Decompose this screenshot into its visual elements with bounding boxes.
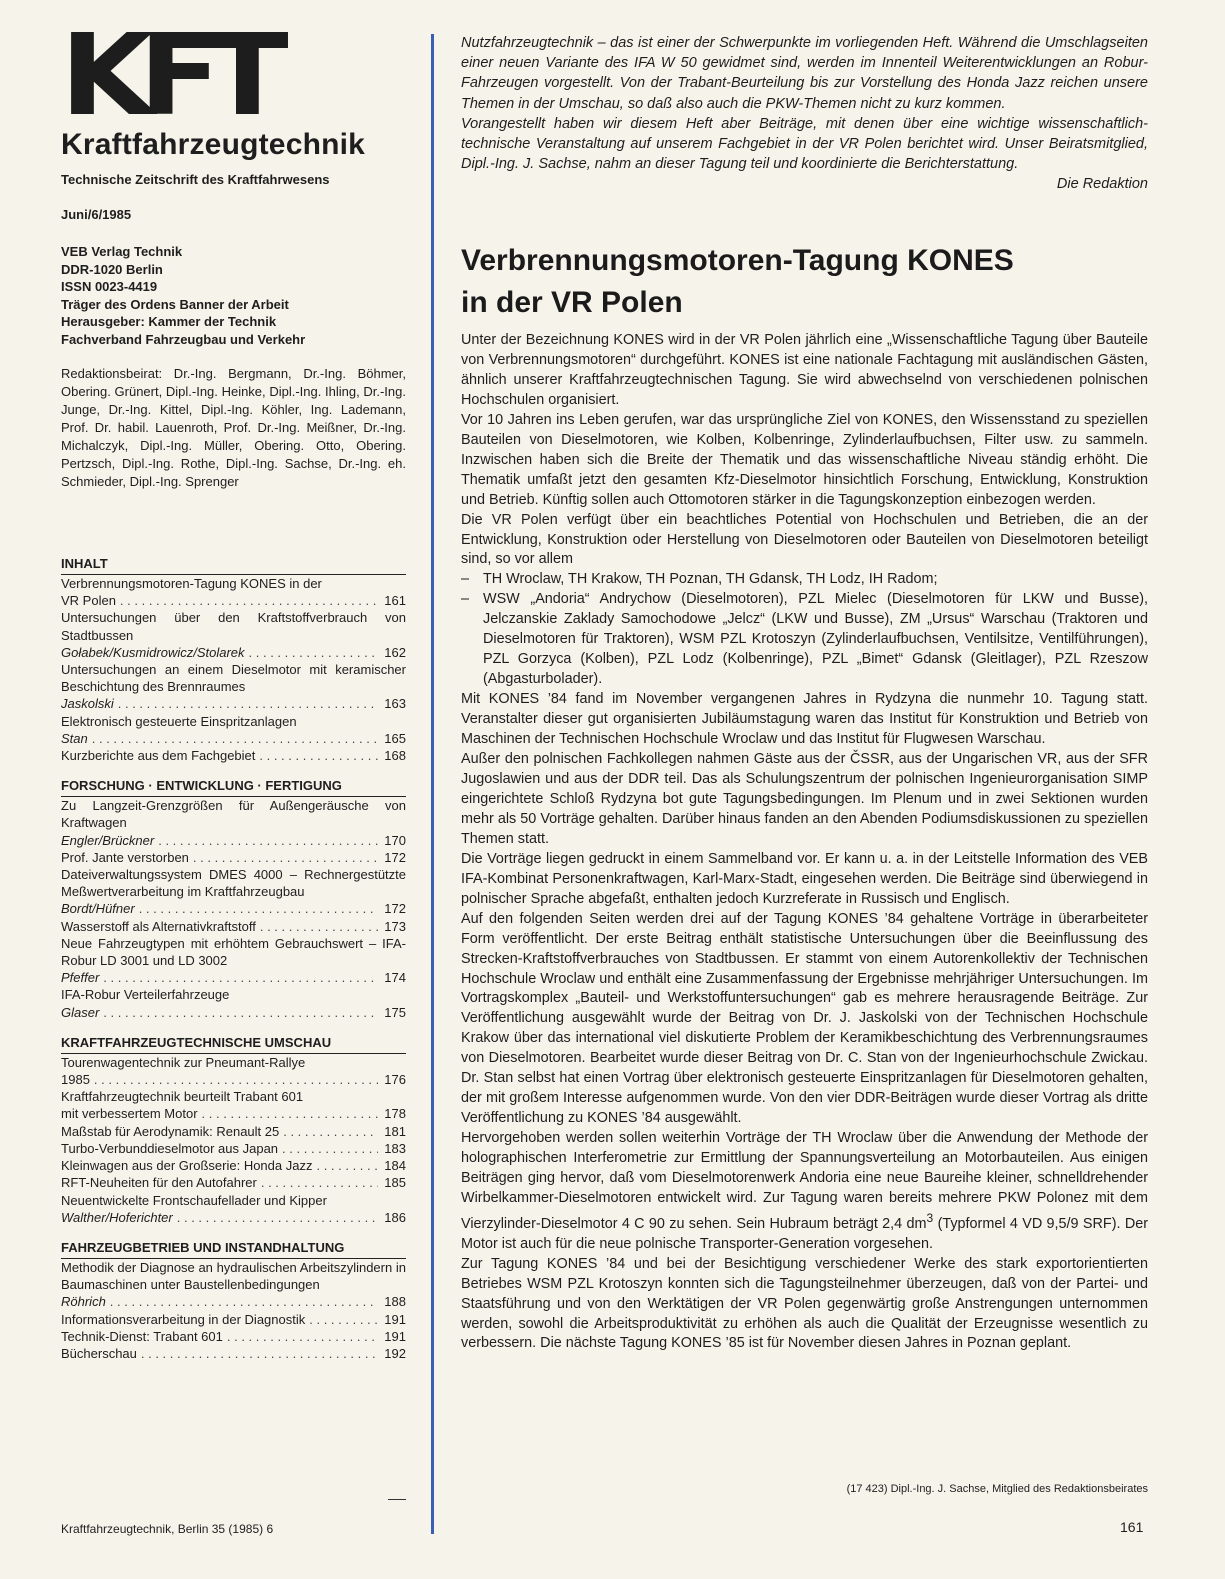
toc-entry-title: Untersuchungen an einem Dieselmotor mit keramischer Beschichtung des Brennraumes [61, 662, 406, 695]
page-number: 161 [1120, 1519, 1144, 1535]
toc-entry-title: Dateiverwaltungssystem DMES 4000 – Rechnergestützte Meßwertverarbeitung im Kraftfahrzeugbau [61, 867, 406, 900]
table-of-contents [61, 556, 406, 1362]
section-gap [61, 764, 406, 778]
article-body [461, 331, 1148, 1354]
leader-dots [202, 1105, 378, 1122]
toc-page-number: 191 [384, 1311, 406, 1327]
toc-section-heading: FAHRZEUGBETRIEB UND INSTANDHALTUNG [61, 1240, 406, 1259]
toc-entry-title: Neuentwickelte Frontschaufellader und Kipper [61, 1192, 327, 1208]
toc-entry[interactable] [61, 661, 406, 713]
article-paragraph: Die Vorträge liegen gedruckt in einem Sammelband vor. Er kann u. a. in der Leitstelle Information des VEB IFA-Kombinat Personenkraftwagen, Karl-Marx-Stadt, eingesehen werden. Die Beiträge sind überwiegend in polnischer Sprache abgefaßt, enthalten jedoch Kurzreferate in Russisch und Englisch. [461, 850, 1148, 907]
toc-entry-label: Informationsverarbeitung in der Diagnostik [61, 1311, 306, 1327]
publisher-line: ISSN 0023-4419 [61, 279, 158, 294]
leader-dots [139, 900, 378, 917]
article-paragraph: Zur Tagung KONES ’84 und bei der Besichtigung verschiedener Werke des stark exportorientierten Betriebes WSM PZL Krotoszyn konnten sich die Tagungsteilnehmer überzeugen, daß von der Partei- und Staatsführung und von den Werktätigen der VR Polen gegenwärtig große Anstrengungen unternommen werden, sowohl die Arbeitsproduktivität zu erhöhen als auch die Qualität der Erzeugnisse wesentlich zu verbessern. Die nächste Tagung KONES ’85 ist für November diesen Jahres in Poznan geplant. [461, 1255, 1148, 1352]
editorial-intro [461, 33, 1148, 195]
leader-dots [103, 969, 378, 986]
article-paragraph: Unter der Bezeichnung KONES wird in der VR Polen jährlich eine „Wissenschaftliche Tagung über Bauteile von Verbrennungsmotoren“ durchgeführt. KONES ist eine nationale Fachtagung mit ausländischen Gästen, ähnlich unserer Kraftfahrzeugtechnischen Tagung. Sie wird abwechselnd von verschiedenen polnischen Hochschulen organisiert. [461, 332, 1148, 408]
toc-entry-row [61, 1004, 406, 1021]
toc-entry-author: Jaskolski [61, 696, 114, 712]
toc-page-number: 192 [384, 1345, 406, 1361]
toc-entry-title: Zu Langzeit-Grenzgrößen für Außengeräusche von Kraftwagen [61, 798, 406, 831]
toc-entry-label: Kleinwagen aus der Großserie: Honda Jazz [61, 1158, 313, 1174]
leader-dots [103, 1004, 378, 1021]
toc-page-number: 185 [384, 1175, 406, 1191]
toc-entry-label: RFT-Neuheiten für den Autofahrer [61, 1175, 257, 1191]
toc-entry[interactable] [61, 935, 406, 987]
leader-dots [283, 1123, 378, 1140]
article-author: (17 423) Dipl.-Ing. J. Sachse, Mitglied des Redaktionsbeirates [846, 1483, 1148, 1495]
toc-entry-row [61, 1293, 406, 1310]
leader-dots [227, 1328, 378, 1345]
toc-section-heading: KRAFTFAHRZEUGTECHNISCHE UMSCHAU [61, 1035, 406, 1054]
leader-dots [118, 695, 378, 712]
leader-dots [177, 1209, 378, 1226]
toc-entry[interactable] [61, 1345, 406, 1362]
toc-entry-row [61, 747, 406, 764]
toc-entry-label: Prof. Jante verstorben [61, 849, 189, 865]
toc-entry-row [61, 918, 406, 935]
publisher-block [61, 243, 406, 348]
toc-entry-title: Kraftfahrzeugtechnik beurteilt Trabant 601 [61, 1089, 304, 1105]
toc-entry[interactable] [61, 609, 406, 661]
intro-paragraph: Nutzfahrzeugtechnik – das ist einer der Schwerpunkte im vorliegenden Heft. Während die Umschlagseiten einer neuen Variante des IFA W 50 gewidmet sind, werden im Innenteil Weiterentwicklungen an Robur-Fahrzeugen vorgestellt. Von der Trabant-Beurteilung bis zur Vorstellung des Honda Jazz reichen unsere Themen in der Umschau, so daß also auch die PKW-Themen nicht zu kurz kommen. [461, 35, 1148, 112]
leader-dots [309, 1311, 378, 1328]
toc-entry-label: Bücherschau [61, 1345, 137, 1361]
toc-entry-row [61, 1174, 406, 1191]
toc-entry-title: IFA-Robur Verteilerfahrzeuge [61, 987, 230, 1003]
toc-entry-row [61, 730, 406, 747]
toc-entry-row [61, 695, 406, 712]
article-paragraph: Auf den folgenden Seiten werden drei auf der Tagung KONES ’84 gehaltene Vorträge in überarbeiteter Form veröffentlicht. Der erste Beitrag enthält statistische Untersuchungen über die Beeinflussung des Strecken-Kraftstoffverbrauches von Stadtbussen. Er stammt von einem Autorenkollektiv der Technischen Hochschule Wroclaw und enthält eine Zusammenfassung der Ergebnisse mehrjähriger Untersuchungen. Im Vortragskomplex „Bauteil- und Werkstoffuntersuchungen“ gab es mehrere herausragende Beiträge. Zur Veröffentlichung ausgewählt wurde der Beitrag von Dr. J. Jaskolski von der Technischen Hochschule Krakow über das international viel diskutierte Problem der Keramikbeschichtung des Verbrennungsraumes von Dieselmotoren. Bearbeitet wurde dieser Beitrag von Dr. C. Stan von der Ingenieurhochschule Zwickau. Dr. Stan selbst hat einen Vortrag über elektronisch gesteuerte Einspritzanlagen für Dieselmotoren gehalten, der mit großem Interesse aufgenommen wurde. Von den vier DDR-Beiträgen wurde dieser Vortrag als dritte Veröffentlichung zu KONES ’84 ausgewählt. [461, 910, 1148, 1127]
leader-dots [94, 1071, 378, 1088]
toc-entry-label: mit verbessertem Motor [61, 1106, 198, 1122]
toc-entry[interactable] [61, 713, 406, 747]
section-gap [61, 1021, 406, 1035]
toc-entry[interactable] [61, 1328, 406, 1345]
toc-page-number: 170 [384, 832, 406, 848]
toc-entry[interactable] [61, 797, 406, 849]
toc-entry-row [61, 1345, 406, 1362]
toc-entry-title: Untersuchungen über den Kraftstoffverbrauch von Stadtbussen [61, 610, 406, 643]
section-gap [61, 1226, 406, 1240]
toc-entry-row [61, 900, 406, 917]
toc-entry[interactable] [61, 986, 406, 1020]
toc-page-number: 175 [384, 1004, 406, 1020]
article-paragraph: Mit KONES ’84 fand im November vergangenen Jahres in Rydzyna die nunmehr 10. Tagung statt. Veranstalter dieser gut organisierten Jubiläumstagung waren das Institut für Konstruktion und Betrieb von Maschinen der Technischen Hochschule Wroclaw und das Institut für Flugwesen Warschau. [461, 691, 1148, 748]
toc-entry[interactable] [61, 1192, 406, 1226]
toc-page-number: 191 [384, 1328, 406, 1344]
toc-page-number: 186 [384, 1209, 406, 1225]
publisher-line: DDR-1020 Berlin [61, 261, 163, 277]
intro-signature: Die Redaktion [1056, 176, 1148, 193]
toc-entry[interactable] [61, 918, 406, 935]
leader-dots [92, 730, 378, 747]
article-headline [461, 240, 1161, 324]
leader-dots [158, 832, 378, 849]
toc-entry-label: Turbo-Verbunddieselmotor aus Japan [61, 1140, 279, 1156]
toc-entry-label: VR Polen [61, 593, 116, 609]
publisher-line: Herausgeber: Kammer der Technik [61, 314, 277, 329]
toc-entry-row [61, 1311, 406, 1328]
toc-entry-row [61, 849, 406, 866]
article-paragraph: Außer den polnischen Fachkollegen nahmen Gäste aus der ČSSR, aus der Ungarischen VR, aus der SFR Jugoslawien und aus der DDR teil. Das als Schulungszentrum der polnischen Ingenieurorganisation SIMP eingerichtete Schloß Rydzyna bot gute Tagungsbedingungen. Im Plenum und in zwei Sektionen wurden mehr als 50 Vorträge gehalten. Darüber hinaus fanden an den Abenden Podiumsdiskussionen zu speziellen Themen statt. [461, 751, 1148, 847]
toc-page-number: 181 [384, 1123, 406, 1139]
toc-entry[interactable] [61, 1311, 406, 1328]
toc-entry-label: Maßstab für Aerodynamik: Renault 25 [61, 1123, 280, 1139]
toc-entry-author: Engler/Brückner [61, 832, 155, 848]
dash-bullet: – [461, 591, 470, 608]
toc-page-number: 188 [384, 1294, 406, 1310]
leader-dots [249, 644, 378, 661]
kft-logo: KFT [60, 11, 274, 141]
list-item [461, 590, 1148, 690]
divider [388, 1499, 406, 1500]
leader-dots [120, 592, 378, 609]
list-item-text: WSW „Andoria“ Andrychow (Dieselmotoren), PZL Mielec (Dieselmotoren für LKW und Busse), Jelczanskie Zaklady Samochodowe „Jelcz“ (LKW und Busse), ZM „Ursus“ Warschau (Traktoren und Dieselmotoren für Traktoren), WSM PZL Krotoszyn (Zylinderlaufbuchsen, Ventilsitze, Ventilführungen), PZL Gorzyca (Kolben), PZL Lodz (Kolbenringe), PZL „Bimet“ Gdansk (Gleitlager), PZL Rzeszow (Abgasturbolader). [483, 591, 1148, 688]
superscript: 3 [926, 1210, 934, 1225]
toc-entry-title: Elektronisch gesteuerte Einspritzanlagen [61, 713, 297, 729]
toc-entry-row [61, 644, 406, 661]
toc-page-number: 173 [384, 918, 406, 934]
leader-dots [259, 747, 378, 764]
toc-entry[interactable] [61, 1140, 406, 1157]
toc-entry-row [61, 1209, 406, 1226]
toc-entry-title: Verbrennungsmotoren-Tagung KONES in der [61, 576, 322, 591]
toc-entry-author: Gołabek/Kusmidrowicz/Stolarek [61, 644, 245, 660]
publisher-line: Fachverband Fahrzeugbau und Verkehr [61, 331, 306, 347]
toc-entry[interactable] [61, 575, 406, 609]
toc-page-number: 168 [384, 748, 406, 764]
article-paragraph [461, 1129, 1148, 1255]
issue-date: Juni/6/1985 [61, 207, 132, 222]
leader-dots [260, 918, 378, 935]
toc-section-heading: INHALT [61, 556, 406, 575]
publisher-line: VEB Verlag Technik [61, 244, 183, 259]
toc-entry-title: Tourenwagentechnik zur Pneumant-Rallye [61, 1054, 306, 1070]
leader-dots [141, 1345, 378, 1362]
toc-entry[interactable] [61, 1259, 406, 1311]
dash-bullet: – [461, 571, 470, 588]
toc-section-heading: FORSCHUNG · ENTWICKLUNG · FERTIGUNG [61, 778, 406, 797]
journal-subtitle: Technische Zeitschrift des Kraftfahrwesens [61, 172, 330, 187]
toc-entry-row [61, 592, 406, 609]
headline-line: in der VR Polen [461, 286, 683, 319]
toc-page-number: 163 [384, 696, 406, 712]
toc-entry[interactable] [61, 1088, 406, 1122]
toc-page-number: 183 [384, 1140, 406, 1156]
journal-title: Kraftfahrzeugtechnik [61, 128, 366, 161]
toc-entry-label: Technik-Dienst: Trabant 601 [61, 1328, 223, 1344]
headline-line: Verbrennungsmotoren-Tagung KONES [461, 244, 1014, 277]
toc-entry-label: Kurzberichte aus dem Fachgebiet [61, 748, 256, 764]
toc-page-number: 178 [384, 1106, 406, 1122]
publisher-line: Träger des Ordens Banner der Arbeit [61, 296, 289, 312]
toc-entry-author: Bordt/Hüfner [61, 901, 135, 917]
toc-entry[interactable] [61, 1054, 406, 1088]
toc-entry-label: 1985 [61, 1072, 90, 1088]
toc-entry-title: Neue Fahrzeugtypen mit erhöhtem Gebrauchswert – IFA-Robur LD 3001 und LD 3002 [61, 935, 406, 969]
column-divider [431, 34, 434, 1534]
toc-page-number: 184 [384, 1158, 406, 1174]
toc-page-number: 161 [384, 593, 406, 609]
article-paragraph: Die VR Polen verfügt über ein beachtliches Potential von Hochschulen und Betrieben, die an der Entwicklung, Konstruktion oder Herstellung von Dieselmotoren oder Bauteilen von Dieselmotoren beteiligt sind, so vor allem [461, 511, 1148, 568]
toc-entry-row [61, 1140, 406, 1157]
editorial-board: Redaktionsbeirat: Dr.-Ing. Bergmann, Dr.-Ing. Böhmer, Obering. Grünert, Dipl.-Ing. Heinke, Dipl.-Ing. Ihling, Dr.-Ing. Junge, Dr.-Ing. Kittel, Dipl.-Ing. Köhler, Ing. Lademann, Prof. Dr. habil. Lauenroth, Prof. Dr.-Ing. Meißner, Dr.-Ing. Michalczyk, Dipl.-Ing. Müller, Obering. Otto, Obering. Pertzsch, Dipl.-Ing. Rothe, Dipl.-Ing. Sachse, Dr.-Ing. eh. Schmieder, Dipl.-Ing. Sprenger [61, 366, 406, 489]
toc-entry[interactable] [61, 747, 406, 764]
toc-entry-row [61, 1105, 406, 1122]
toc-entry-author: Walther/Hoferichter [61, 1209, 173, 1225]
list-item-text: TH Wroclaw, TH Krakow, TH Poznan, TH Gdansk, TH Lodz, IH Radom; [483, 571, 938, 588]
toc-entry-author: Pfeffer [61, 970, 100, 986]
toc-entry[interactable] [61, 849, 406, 866]
toc-page-number: 176 [384, 1072, 406, 1088]
toc-entry-label: Wasserstoff als Alternativkraftstoff [61, 918, 256, 934]
leader-dots [261, 1174, 378, 1191]
paragraph-text: Hervorgehoben werden sollen weiterhin Vorträge der TH Wroclaw über die Anwendung der Methode der holographischen Interferometrie zur Ermittlung der Spannungsverteilung an Motorbauteilen. Aus einigen Beiträgen ging hervor, daß vom Dieselmotorenwerk Andoria eine neue Baureihe kleiner, schnelldrehender Wirbelkammer-Dieselmotoren entwickelt wird. Zur Tagung waren bereits mehrere PKW Polonez mit dem Vierzylinder-Dieselmotor 4 C 90 zu sehen. Sein Hubraum beträgt 2,4 dm [461, 1130, 1148, 1232]
toc-page-number: 172 [384, 849, 406, 865]
toc-entry[interactable] [61, 1174, 406, 1191]
toc-page-number: 165 [384, 730, 406, 746]
toc-entry-author: Röhrich [61, 1294, 106, 1310]
intro-paragraph: Vorangestellt haben wir diesem Heft aber Beiträge, mit denen über eine wichtige wissenschaftlich-technische Veranstaltung auf unserem Fachgebiet in der VR Polen berichtet wird. Unser Beiratsmitglied, Dipl.-Ing. J. Sachse, nahm an dieser Tagung teil und koordinierte die Berichterstattung. [461, 115, 1148, 173]
paragraph-text: (Typformel 4 VD 9,5/9 SRF). Der Motor ist auch für die neue polnische Transporter-Generation vorgesehen. [461, 1215, 1149, 1252]
toc-entry-row [61, 1071, 406, 1088]
list-item [461, 570, 1148, 590]
toc-entry-author: Stan [61, 730, 88, 746]
toc-entry-row [61, 1328, 406, 1345]
leader-dots [316, 1157, 378, 1174]
toc-page-number: 172 [384, 901, 406, 917]
toc-entry-author: Glaser [61, 1004, 100, 1020]
leader-dots [110, 1293, 378, 1310]
toc-entry-row [61, 1123, 406, 1140]
toc-entry-row [61, 969, 406, 986]
toc-entry[interactable] [61, 1123, 406, 1140]
toc-entry[interactable] [61, 866, 406, 918]
page-footer: Kraftfahrzeugtechnik, Berlin 35 (1985) 6 [61, 1522, 274, 1536]
toc-entry-row [61, 832, 406, 849]
toc-entry-row [61, 1157, 406, 1174]
leader-dots [282, 1140, 378, 1157]
toc-page-number: 174 [384, 970, 406, 986]
toc-entry-title: Methodik der Diagnose an hydraulischen Arbeitszylindern in Baumaschinen unter Baustellenbedingungen [61, 1259, 406, 1293]
leader-dots [193, 849, 378, 866]
toc-entry[interactable] [61, 1157, 406, 1174]
toc-page-number: 162 [384, 644, 406, 660]
article-paragraph: Vor 10 Jahren ins Leben gerufen, war das ursprüngliche Ziel von KONES, den Wissensstand zu speziellen Bauteilen von Dieselmotoren, wie Kolben, Kolbenringe, Zylinderlaufbuchsen, Filter usw. zu sammeln. Inzwischen haben sich die Breite der Thematik und das wissenschaftliche Niveau ständig erhöht. Die Thematik umfaßt jetzt den gesamten Kfz-Dieselmotor hinsichtlich Forschung, Entwicklung, Konstruktion und Betrieb. Künftig sollen auch Ottomotoren stärker in die Tagungskonzeption einbezogen werden. [461, 411, 1148, 508]
